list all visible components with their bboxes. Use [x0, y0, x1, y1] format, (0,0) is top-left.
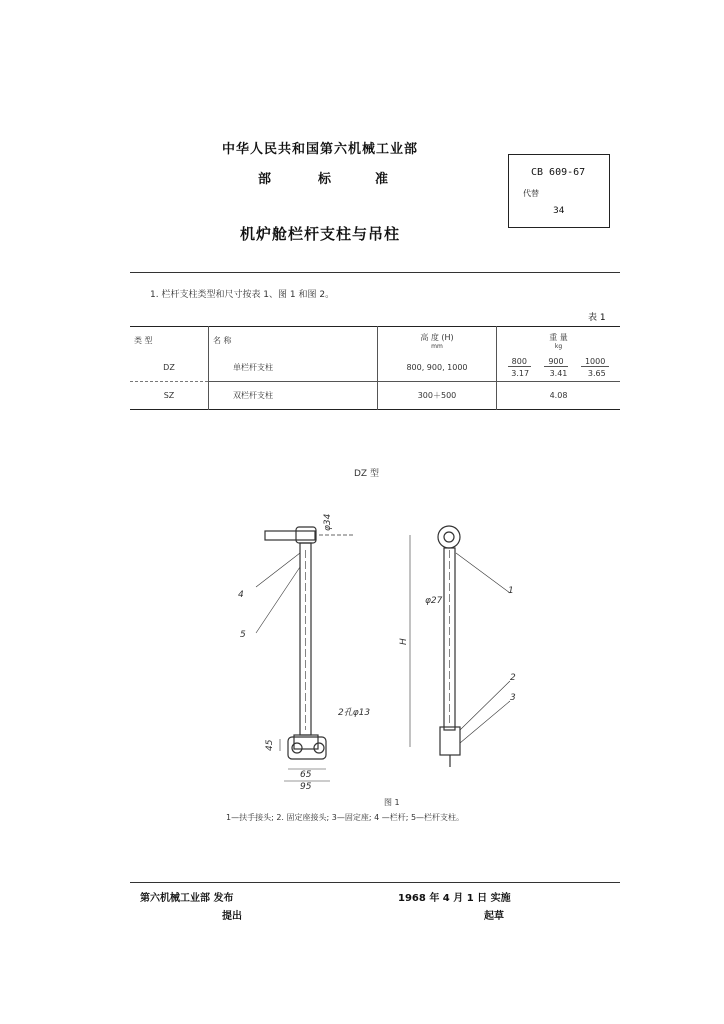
- weight-height: 1000: [581, 357, 609, 367]
- callout-5: 5: [240, 630, 246, 640]
- table-row: [130, 382, 620, 410]
- leader-4: [256, 553, 300, 587]
- weight-height: 900: [544, 357, 567, 367]
- weight-height: 800: [508, 357, 531, 367]
- dim-label-45: 45: [265, 739, 275, 751]
- side-view: [410, 526, 510, 767]
- leader-1: [456, 553, 510, 593]
- handrail-stub: [265, 531, 315, 540]
- leader-2: [460, 681, 510, 730]
- bolt-hole: [314, 743, 324, 753]
- dim-label-phi27: φ27: [425, 596, 443, 606]
- replaces-number: 34: [553, 206, 565, 216]
- figure-type-label: DZ 型: [354, 469, 379, 479]
- row-type: SZ: [130, 382, 209, 410]
- row-weight: 4.08: [497, 382, 621, 410]
- side-base: [440, 727, 460, 755]
- row-height: 800, 900, 1000: [378, 354, 497, 382]
- dim-label-holes: 2孔φ13: [338, 708, 371, 718]
- header-type: 类 型: [130, 327, 209, 355]
- table-header-row: [130, 327, 620, 355]
- dim-label-H: H: [399, 638, 409, 645]
- callout-3: 3: [510, 693, 516, 703]
- document-title: 机炉舱栏杆支柱与吊柱: [240, 225, 401, 243]
- footer-drafter: 起草: [484, 911, 504, 922]
- weight-value: 3.65: [587, 369, 606, 378]
- dim-label-65: 65: [300, 770, 312, 780]
- header-name: 名 称: [209, 327, 378, 355]
- figure-drawing: [220, 505, 520, 790]
- spec-table: [130, 326, 620, 410]
- leader-5: [256, 567, 300, 633]
- table-label: 表 1: [588, 313, 606, 323]
- weight-value: 3.17: [511, 369, 530, 378]
- figure-caption: 图 1: [384, 798, 400, 807]
- dim-label-phi34: φ34: [323, 513, 333, 531]
- footer-proposer: 提出: [222, 911, 242, 922]
- weight-value: 3.41: [549, 369, 568, 378]
- row-name: 双栏杆支柱: [209, 382, 378, 410]
- callout-4: 4: [238, 590, 244, 600]
- callout-1: 1: [508, 586, 514, 596]
- dept-label-2: 标: [318, 172, 332, 187]
- ministry-title: 中华人民共和国第六机械工业部: [222, 142, 419, 157]
- standard-number-box: [508, 154, 610, 228]
- callout-2: 2: [510, 673, 516, 683]
- row-name: 单栏杆支柱: [209, 354, 378, 382]
- row-type: DZ: [130, 354, 209, 382]
- clause-1: 1. 栏杆支柱类型和尺寸按表 1、图 1 和图 2。: [150, 290, 335, 300]
- standard-code: CB 609-67: [531, 167, 586, 178]
- footer-date: 1968 年 4 月 1 日 实施: [398, 893, 511, 904]
- dept-label-3: 准: [375, 172, 389, 187]
- footer-rule: [130, 882, 620, 883]
- leader-3: [460, 701, 510, 743]
- header-weight: 重 量 kg: [549, 332, 568, 350]
- top-ring: [438, 526, 460, 548]
- replaces-label: 代替: [523, 189, 539, 198]
- header-rule: [130, 272, 620, 273]
- dim-label-95: 95: [300, 782, 312, 790]
- header-height: 高 度 (H) mm: [378, 327, 497, 355]
- table-row: [130, 354, 620, 382]
- dept-label-1: 部: [258, 172, 272, 187]
- figure-legend: 1—扶手接头; 2. 固定座接头; 3—固定座; 4 —栏杆; 5—栏杆支柱。: [226, 813, 465, 822]
- footer-issuer: 第六机械工业部 发布: [140, 893, 234, 904]
- row-height: 300＋500: [378, 382, 497, 410]
- row-weights: [497, 354, 621, 382]
